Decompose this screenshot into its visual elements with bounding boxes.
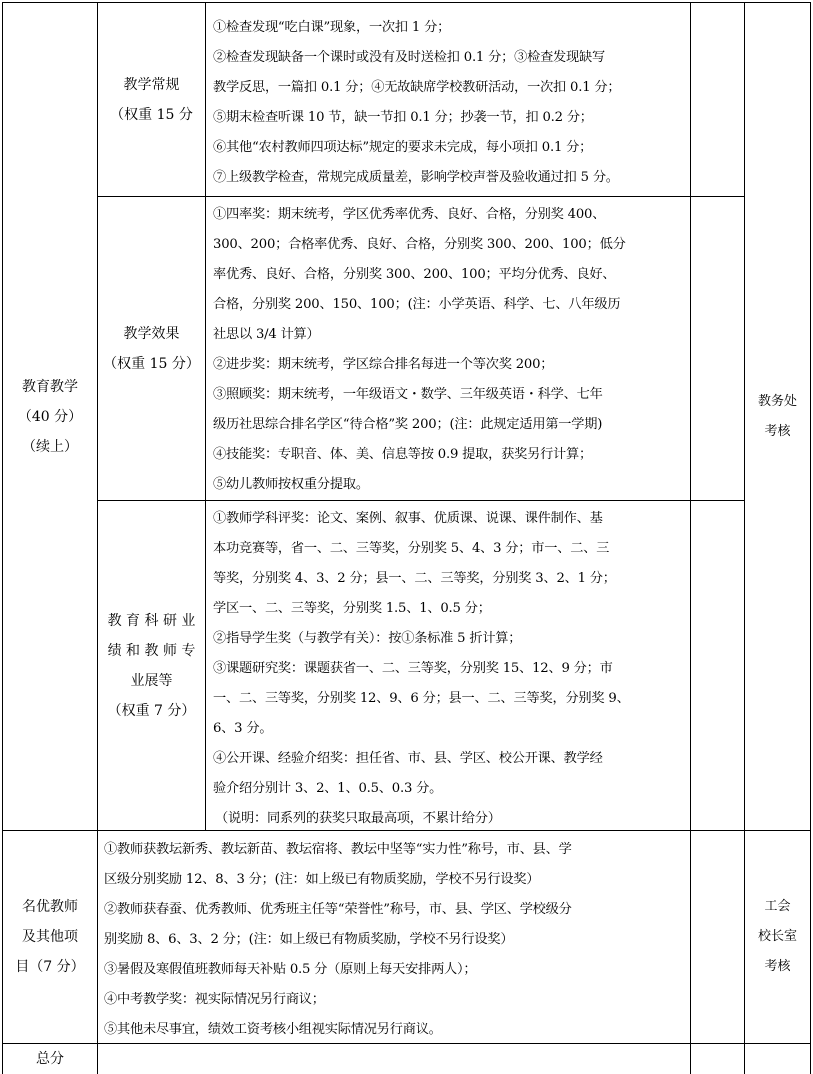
rules-results xyxy=(213,200,689,500)
rule-line: ①教师获教坛新秀、教坛新苗、教坛宿将、教坛中坚等“实力性”称号，市、县、学 xyxy=(104,842,572,857)
rule-line: 一、二、三等奖，分别奖 12、9、6 分；县一、二、三等奖，分别奖 9、 xyxy=(213,691,630,706)
rule-line: 级历社思综合排名学区“待合格”奖 200；(注：此规定适用第一学期) xyxy=(213,417,603,432)
rule-line: ③课题研究奖：课题获省一、二、三等奖，分别奖 15、12、9 分；市 xyxy=(213,661,613,676)
category-famous xyxy=(3,831,97,1043)
rule-line: 本功竞赛等，省一、二、三等奖，分别奖 5、4、3 分；市一、二、三 xyxy=(213,541,610,556)
category-famous-line: 及其他项 xyxy=(21,929,78,945)
rule-line: ①检查发现“吃白课”现象，一次扣 1 分； xyxy=(213,20,451,35)
category-teaching-line: （续上） xyxy=(21,438,78,455)
category-famous-line: 目（7 分） xyxy=(15,959,85,975)
rule-line: 300、200；合格率优秀、良好、合格，分别奖 300、200、100；低分 xyxy=(213,237,626,252)
rules-research xyxy=(213,504,689,830)
rules-routine xyxy=(213,13,689,195)
rule-line: 等奖，分别奖 4、3、2 分；县一、二、三等奖，分别奖 3、2、1 分； xyxy=(213,571,616,586)
assessor-academic-line: 考核 xyxy=(764,423,791,439)
rule-line: 别奖励 8、6、3、2 分；(注：如上级已有物质奖励，学校不另行设奖） xyxy=(104,932,514,947)
subcategory-research-line: （权重 7 分） xyxy=(107,702,196,719)
assessor-academic-line: 教务处 xyxy=(757,393,797,409)
rule-line: ③暑假及寒假值班教师每天补贴 0.5 分（原则上每天安排两人）； xyxy=(104,962,477,977)
rule-line: ②教师获春蚕、优秀教师、优秀班主任等“荣誉性”称号，市、县、学区、学校级分 xyxy=(104,902,572,917)
category-teaching xyxy=(3,3,97,830)
subcategory-routine xyxy=(98,3,205,196)
rule-line: ④中考教学奖：视实际情况另行商议； xyxy=(104,992,325,1007)
subcategory-research-line: 业展等 xyxy=(130,672,173,689)
assessor-academic xyxy=(745,3,810,830)
rule-line: 验介绍分别计 3、2、1、0.5、0.3 分。 xyxy=(213,781,443,796)
rule-line: （说明：同系列的获奖只取最高项，不累计给分） xyxy=(215,811,501,826)
rule-line: ②指导学生奖（与教学有关）：按①条标准 5 折计算； xyxy=(213,631,522,646)
rule-line: ⑤其他未尽事宜，绩效工资考核小组视实际情况另行商议。 xyxy=(104,1022,442,1037)
border-right xyxy=(810,2,811,1074)
rule-line: ⑦上级教学检查，常规完成质量差，影响学校声誉及验收通过扣 5 分。 xyxy=(213,170,619,185)
subcategory-research-line: 教 育 科 研 业 xyxy=(107,612,196,629)
category-teaching-line: （40 分） xyxy=(17,408,83,425)
assessor-union-line: 考核 xyxy=(764,959,791,974)
rule-line: ④技能奖：专职音、体、美、信息等按 0.9 提取，获奖另行计算； xyxy=(213,447,593,462)
rule-line: ③照顾奖：期末统考，一年级语文・数学、三年级英语・科学、七年 xyxy=(213,387,603,402)
subcategory-routine-line: 教学常规 xyxy=(123,76,180,93)
subcategory-results-line: 教学效果 xyxy=(123,325,180,342)
rule-line: ①四率奖：期末统考，学区优秀率优秀、良好、合格，分别奖 400、 xyxy=(213,207,606,222)
category-famous-line: 名优教师 xyxy=(21,899,78,915)
category-teaching-line: 教育教学 xyxy=(21,378,78,395)
rule-line: 区级分别奖励 12、8、3 分；(注：如上级已有物质奖励，学校不另行设奖） xyxy=(104,872,540,887)
rule-line: ⑤幼儿教师按权重分提取。 xyxy=(213,477,369,492)
border-col3 xyxy=(690,2,691,1074)
total-label: 总分 xyxy=(36,1051,64,1067)
rule-line: 学区一、二、三等奖，分别奖 1.5、1、0.5 分； xyxy=(213,601,491,616)
border-row3 xyxy=(2,830,811,831)
rule-line: ②进步奖：期末统考，学区综合排名每进一个等次奖 200； xyxy=(213,357,554,372)
rule-line: ①教师学科评奖：论文、案例、叙事、优质课、说课、课件制作、基 xyxy=(213,511,603,526)
subcategory-routine-line: （权重 15 分 xyxy=(110,106,193,123)
rule-line: ⑥其他“农村教师四项达标”规定的要求未完成，每小项扣 0.1 分； xyxy=(213,140,593,155)
border-row4 xyxy=(2,1043,811,1044)
rule-line: ④公开课、经验介绍奖：担任省、市、县、学区、校公开课、教学经 xyxy=(213,751,603,766)
border-col2 xyxy=(205,2,206,830)
subcategory-research-line: 绩 和 教 师 专 xyxy=(107,642,196,659)
assessor-union xyxy=(745,831,810,1043)
assessor-union-line: 工会 xyxy=(764,899,791,914)
rule-line: 社思以 3/4 计算） xyxy=(213,327,320,342)
rule-line: 合格，分别奖 200、150、100；(注：小学英语、科学、七、八年级历 xyxy=(213,297,621,312)
rule-line: ②检查发现缺备一个课时或没有及时送检扣 0.1 分；③检查发现缺写 xyxy=(213,50,606,65)
rule-line: 教学反思，一篇扣 0.1 分；④无故缺席学校教研活动，一次扣 0.1 分； xyxy=(213,80,621,95)
assessor-union-line: 校长室 xyxy=(757,929,797,944)
subcategory-results xyxy=(98,197,205,500)
rule-line: ⑤期末检查听课 10 节，缺一节扣 0.1 分；抄袭一节，扣 0.2 分； xyxy=(213,110,593,125)
rule-line: 6、3 分。 xyxy=(213,721,273,736)
subcategory-results-line: （权重 15 分） xyxy=(103,355,200,372)
rule-line: 率优秀、良好、合格，分别奖 300、200、100；平均分优秀、良好、 xyxy=(213,267,616,282)
rules-famous xyxy=(104,835,689,1043)
subcategory-research xyxy=(98,501,205,830)
